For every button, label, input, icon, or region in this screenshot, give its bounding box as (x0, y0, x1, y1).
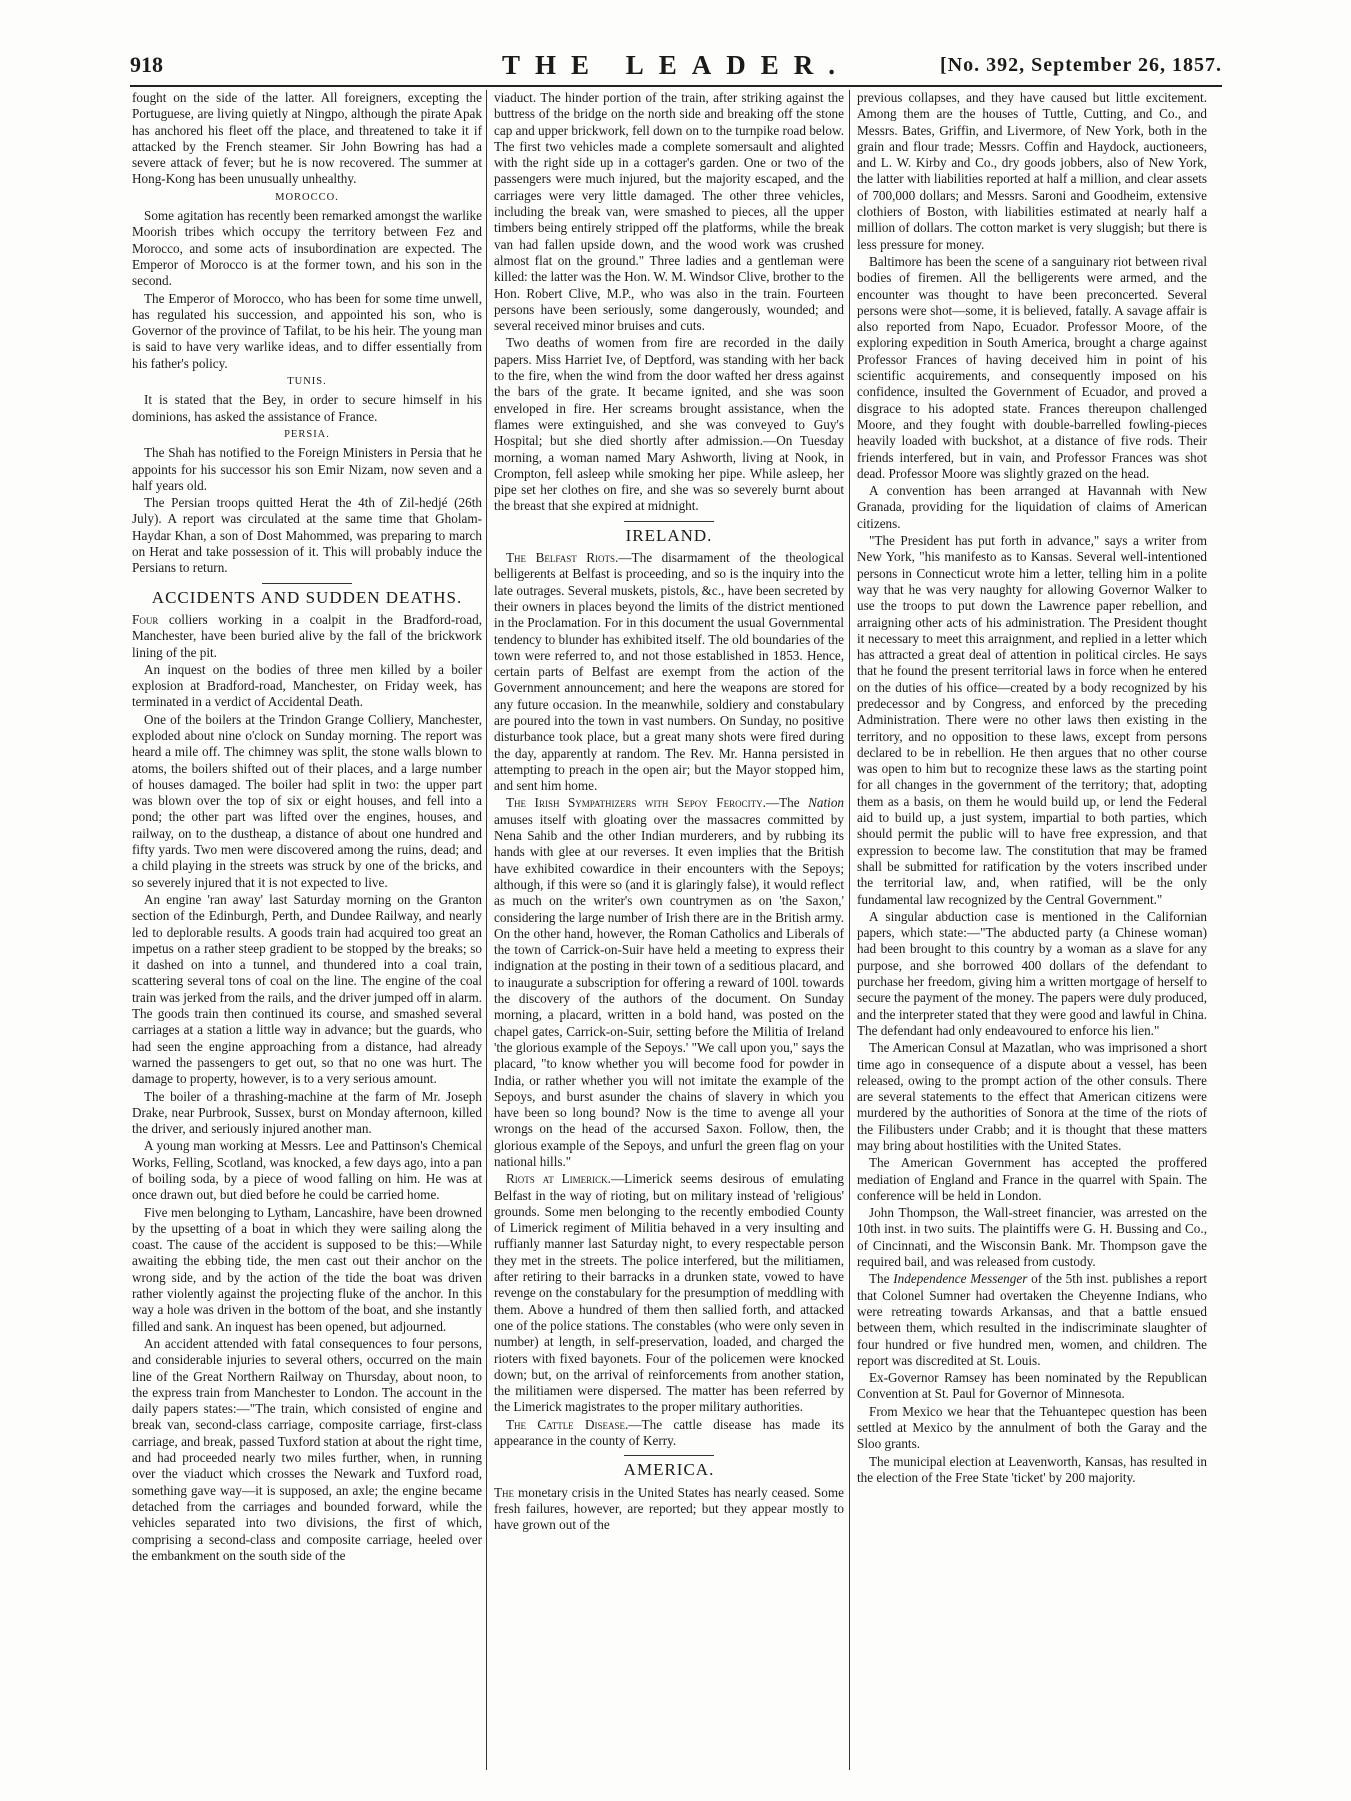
article-paragraph: An inquest on the bodies of three men killed by a boiler explosion at Bradford-road, Manchester, on Friday week, has terminated in a verdict of Accidental Death. (132, 661, 482, 710)
section-heading-morocco: MOROCCO. (275, 191, 339, 203)
article-paragraph: The Shah has notified to the Foreign Ministers in Persia that he appoints for his successor his son Emir Nizam, now seven and a half years old. (132, 445, 482, 493)
header-rule (130, 85, 1222, 87)
column-2 (494, 90, 844, 1770)
section-heading-persia: PERSIA. (284, 428, 330, 440)
article-paragraph (494, 795, 844, 1170)
column-rule (486, 90, 487, 1770)
article-paragraph: "The President has put forth in advance," says a writer from New York, "his manifesto as to Kansas. Several well-intentioned persons in Connecticut wrote him a letter, telling him in a polite way that he was very naughty for allowing Governor Walker to use the troops to put down the Lawrence paper rebellion, and arraigning other acts of his administration. The President thought it necessary to meet this arraignment, and replied in a letter which has attracted a great deal of attention in political circles. He says that he found the present territorial laws in force when he entered on the duties of his office—created by a body recognized by his predecessor and by Congress, and enforced by the preceding Administration. There were no other laws then existing in the territory, and no opposition to these laws, except from persons declared to be in rebellion. He then argues that no other course was open to him but to recognize these laws as the starting point for all changes in the government of the territory; that, adopting them as a basis, on them he would build up, or lend the Federal aid to build up, a just system, impartial to both parties, which should permit the public will to have free expression, and that expression to become law. The constitution that may be framed shall be submitted for ratification by the voters inscribed under the territorial law, and, when ratified, will be the only fundamental law recognized by the Central Government." (857, 533, 1207, 907)
article-paragraph: Baltimore has been the scene of a sanguinary riot between rival bodies of firemen. All the belligerents were armed, and the encounter was thought to have been preconcerted. Several persons were shot—some, it is believed, fatally. A savage affair is also reported from Napo, Ecuador. Professor Moore, of the exploring expedition in South America, brought a charge against Professor Frances of having deceived him in point of his scientific acquirements, and consequently imposed on his confidence, insulted the Government of Ecuador, and proved a disgrace to his adopted state. Frances thereupon challenged Moore, and they fought with double-barrelled fowling-pieces heavily loaded with buckshot, at a distance of five rods. Their friends interfered, but in vain, and Professor Frances was shot dead. Professor Moore was slightly grazed on the head. (857, 253, 1207, 481)
paragraph-text: of the 5th inst. publishes a report that Colonel Sumner had overtaken the Cheyenne Indians, who were retreating towards Arkansas, and that a battle ensued between them, which resulted in the indiscriminate slaughter of four hundred or five hundred men, women, and children. The report was discredited at St. Louis. (857, 1271, 1207, 1368)
paragraph-lead: The Belfast Riots. (506, 550, 619, 566)
paragraph-text: monetary crisis in the United States has nearly ceased. Some fresh failures, however, are reported; but they appear mostly to have grown out of the (494, 1484, 844, 1533)
article-paragraph: The boiler of a thrashing-machine at the farm of Mr. Joseph Drake, near Purbrook, Sussex, burst on Monday afternoon, killed the driver, and seriously injured another man. (132, 1088, 482, 1137)
article-paragraph: It is stated that the Bey, in order to secure himself in his dominions, has asked the assistance of France. (132, 392, 482, 424)
article-paragraph: The American Consul at Mazatlan, who was imprisoned a short time ago in consequence of a dispute about a vessel, has been released, owing to the prompt action of the other consuls. There are several statements to the effect that American citizens were murdered by the authorities of Sonora at the time of the riots of the Filibusters under Crabb; and it is thought that these matters may bring about hostilities with the United States. (857, 1040, 1207, 1153)
paragraph-lead: Riots at Limerick. (506, 1171, 611, 1187)
masthead (130, 52, 1222, 82)
paragraph-lead: The Cattle Disease. (506, 1416, 629, 1432)
article-paragraph: viaduct. The hinder portion of the train, after striking against the buttress of the bridge on the north side and breaking off the stone cap and upper brickwork, fell down on to the turnpike road below. The first two vehicles made a complete somersault and alighted with the right side up in a cottager's garden. One or two of the passengers were much injured, but the majority escaped, and the carriages were very little damaged. The other three vehicles, including the break van, were smashed to pieces, all the upper timbers being entirely stripped off the platforms, while the break van had fallen upside down, and the wood work was crushed almost flat on the ground." Three ladies and a gentleman were killed: the latter was the Hon. W. M. Windsor Clive, brother to the Hon. Robert Clive, M.P., who was also in the train. Fourteen persons have been seriously, some dangerously, wounded; and several received minor bruises and cuts. (494, 90, 844, 334)
article-paragraph: A singular abduction case is mentioned in the Californian papers, which state:—"The abducted party (a Chinese woman) had been brought to this country by a woman as a slave for any purpose, and she borrowed 400 dollars of the defendant to purchase her freedom, giving him a written mortgage of herself to secure the payment of the money. The papers were duly produced, and the interpreter stated that they were good and lawful in China. The defendant had only endeavoured to enforce his lien." (857, 908, 1207, 1038)
paragraph-text: —The cattle disease has made its appearance in the county of Kerry. (494, 1416, 844, 1449)
issue-dateline: [No. 392, September 26, 1857. (940, 54, 1222, 76)
article-paragraph: An accident attended with fatal consequences to four persons, and considerable injuries to several others, occurred on the main line of the Great Northern Railway on Thursday, about noon, to the express train from Manchester to London. The account in the daily papers states:—"The train, which consisted of engine and break van, second-class carriage, composite carriage, first-class carriage, and break, passed Tuxford station at about the right time, and had proceeded nearly two miles further, when, in running over the viaduct which crosses the Newark and Tuxford road, something gave way—it is supposed, an axle; the engine became detached from the carriages and bounded forward, while the vehicles separated into two divisions, the first of which, comprising a second-class and composite carriage, heeled over the embankment on the south side of the (132, 1335, 482, 1563)
article-paragraph: An engine 'ran away' last Saturday morning on the Granton section of the Edinburgh, Perth, and Dundee Railway, and nearly led to deplorable results. A goods train had acquired too great an impetus on a rather steep gradient to be stopped by the breaks; so it dashed on into a tunnel, and thundered into a coal train, scattering several tons of coal on the line. The engine of the coal train was jerked from the rails, and the driver jumped off in alarm. The goods train then continued its course, and smashed several carriages at a station a little way in advance; but the guards, who had seen the engine approaching from a distance, had already warned the passengers to get out, so that no one was hurt. The damage to property, however, is to a very serious amount. (132, 891, 482, 1087)
article-paragraph: The Emperor of Morocco, who has been for some time unwell, has regulated his succession, and appointed his son, who is Governor of the province of Tafilat, to be his heir. The young man is said to have very warlike ideas, and to differ essentially from his father's policy. (132, 290, 482, 371)
paragraph-text: The (869, 1271, 890, 1287)
article-paragraph (857, 1271, 1207, 1369)
article-paragraph: fought on the side of the latter. All foreigners, excepting the Portuguese, are living quietly at Ningpo, although the pirate Apak has anchored his fleet off the place, and threatened to take it if attacked by the French steamer. Sir John Bowring has had a severe attack of fever; but he is now recovered. The summer at Hong-Kong has been unusually unhealthy. (132, 90, 482, 187)
paragraph-text: —The disarmament of the theological belligerents at Belfast is proceeding, and so is the inquiry into the late outrages. Several muskets, pistols, &c., have been secreted by their owners in places beyond the limits of the district mentioned in the Proclamation. For in this document the usual Governmental tendency to blunder has exhibited itself. The old boundaries of the town were referred to, and not those established in 1853. Hence, certain parts of Belfast are exempt from the action of the Government announcement; and here the weapons are stored for any future occasion. In the meanwhile, soldiery and constabulary are poured into the town in vast numbers. On Sunday, no positive disturbance took place, but a great many shots were fired during the day, apparently at random. The Rev. Mr. Hanna persisted in attempting to preach in the open air; but the Mayor stopped him, and sent him home. (494, 550, 844, 794)
article-paragraph: Two deaths of women from fire are recorded in the daily papers. Miss Harriet Ive, of Deptford, was standing with her back to the fire, when the wind from the door wafted her dress against the bars of the grate. It became ignited, and she was soon enveloped in fire. Her screams brought assistance, when the flames were extinguished, and she was conveyed to Guy's Hospital; but she died shortly after admission.—On Tuesday morning, a woman named Mary Ashworth, living at Nook, in Crompton, fell asleep while smoking her pipe. While asleep, her pipe set her clothes on fire, and she was so severely burnt about the breast that she expired at midnight. (494, 335, 844, 514)
section-heading-ireland: IRELAND. (625, 525, 713, 545)
article-paragraph: A convention has been arranged at Havannah with New Granada, providing for the liquidation of claims of American citizens. (857, 483, 1207, 531)
article-paragraph: One of the boilers at the Trindon Grange Colliery, Manchester, exploded about nine o'clock on Sunday morning. The report was heard a mile off. The chimney was split, the stone walls blown to atoms, the boilers shifted out of their places, and a large number of houses damaged. The boiler had split in two: the upper part was blown over the top of six or eight houses, and fell into a pond; the other part was lifted over the engines, houses, and railway, on to the dustheap, a distance of about one hundred and fifty yards. Two men were discovered among the ruins, dead; and a child playing in the streets was struck by one of the bricks, and so severely injured that it is not expected to live. (132, 711, 482, 890)
page-number: 918 (130, 52, 163, 77)
article-paragraph (494, 1485, 844, 1534)
article-paragraph: The Persian troops quitted Herat the 4th of Zil-hedjé (26th July). A report was circulated at the same time that Gholam-Haydar Khan, a son of Dost Mahommed, was preparing to march on Herat and take possession of it. This will probably induce the Persians to return. (132, 495, 482, 576)
article-paragraph: Some agitation has recently been remarked amongst the warlike Moorish tribes which occupy the territory between Fez and Morocco, and some acts of insubordination are expected. The Emperor of Morocco is at the former town, and his son in the second. (132, 208, 482, 289)
paragraph-text: colliers working in a coalpit in the Bradford-road, Manchester, have been buried alive by the fall of the brickwork lining of the pit. (132, 611, 482, 660)
article-paragraph: Ex-Governor Ramsey has been nominated by the Republican Convention at St. Paul for Governor of Minnesota. (857, 1370, 1207, 1402)
column-rule (849, 90, 850, 1770)
article-paragraph: John Thompson, the Wall-street financier, was arrested on the 10th inst. in two suits. The plaintiffs were G. H. Bussing and Co., of Cincinnati, and the Wisconsin Bank. Mr. Thompson gave the required bail, and was released from custody. (857, 1205, 1207, 1270)
publication-name: Independence Messenger (893, 1271, 1028, 1287)
article-paragraph (494, 1417, 844, 1450)
article-paragraph: The municipal election at Leavenworth, Kansas, has resulted in the election of the Free State 'ticket' by 200 majority. (857, 1453, 1207, 1485)
section-divider (624, 1455, 714, 1456)
newspaper-title: THE LEADER. (501, 50, 851, 80)
column-1 (132, 90, 482, 1770)
article-paragraph: A young man working at Messrs. Lee and Pattinson's Chemical Works, Felling, Scotland, was knocked, a few days ago, into a pan of boiling soda, by a piece of wood falling on him. He was at once drawn out, but died before he could be carried home. (132, 1138, 482, 1203)
paragraph-lead: The Irish Sympathizers with Sepoy Ferocity. (506, 795, 766, 811)
section-heading-tunis: TUNIS. (287, 376, 327, 388)
publication-name: Nation (808, 795, 844, 811)
article-paragraph: previous collapses, and they have caused but little excitement. Among them are the houses of Tuttle, Cutting, and Co., and Messrs. Bates, Griffin, and Livermore, of New York, both in the grain and flour trade; Messrs. Coffin and Haydock, auctioneers, and L. W. Kirby and Co., dry goods jobbers, also of New York, the latter with liabilities reported at half a million, and clear assets of 700,000 dollars; and Messrs. Saroni and Goodheim, extensive clothiers of Boston, with liabilities estimated at nearly half a million of dollars. The cotton market is very sluggish; but there is less pressure for money. (857, 90, 1207, 252)
article-paragraph (494, 550, 844, 794)
column-3 (857, 90, 1207, 1770)
section-heading-accidents: ACCIDENTS AND SUDDEN DEATHS. (151, 587, 463, 607)
article-paragraph: Five men belonging to Lytham, Lancashire, have been drowned by the upsetting of a boat in which they were sailing along the coast. The cause of the accident is supposed to be this:—While awaiting the ebbing tide, the men cast out their anchor on the wrong side, and by the action of the tide the boat was driven rather violently against the projecting fluke of the anchor. In this way a hole was driven in the bottom of the boat, and she instantly filled and sank. An inquest has been opened, but adjourned. (132, 1204, 482, 1334)
section-divider (624, 521, 714, 522)
article-paragraph (494, 1171, 844, 1415)
paragraph-text: —The (765, 795, 800, 811)
article-paragraph: The American Government has accepted the proffered mediation of England and France in the quarrel with Spain. The conference will be held in London. (857, 1155, 1207, 1203)
lead-word: Four (132, 611, 159, 627)
paragraph-text: —Limerick seems desirous of emulating Belfast in the way of rioting, but on military instead of 'religious' grounds. Some men belonging to the recently embodied County of Limerick regiment of Militia behaved in a very insulting and ruffianly manner last Saturday night, to every respectable person they met in the streets. The police interfered, but the militiamen, after retiring to their barracks in a drunken state, vowed to have revenge on the constabulary for the presumption of meddling with them. Above a hundred of them then sallied forth, and attacked one of the police stations. The constables (who were only seven in number) at length, in self-preservation, loaded, and charged the rioters with fixed bayonets. Four of the policemen were knocked down; but, on the arrival of reinforcements from another station, the militiamen were dispersed. The matter has been referred by the Limerick magistrates to the proper military authorities. (494, 1171, 844, 1415)
section-heading-america: AMERICA. (623, 1460, 715, 1480)
paragraph-text: amuses itself with gloating over the massacres committed by Nena Sahib and the other Indian murderers, and by rubbing its hands with glee at our reverses. It even implies that the British have exhibited cowardice in their encounters with the Sepoys; although, if this were so (and it is glaringly false), it would reflect as much on the writer's own countrymen as on 'the Saxon,' considering the large number of Irish there are in the British army. On the other hand, however, the Roman Catholics and Liberals of the town of Carrick-on-Suir have held a meeting to express their indignation at the posting in their town of a seditious placard, and to inaugurate a subscription for offering a reward of 100l. towards the discovery of the authors of the document. On Sunday morning, a placard, written in a bold hand, was posted on the chapel gates, Carrick-on-Suir, setting before the Militia of Ireland 'the glorious example of the Sepoys.' "We call upon you," says the placard, "to know whether you will become food for powder in India, or rather whether you will not imitate the example of the Sepoys, and burst asunder the chains of slavery in which you have been so long bound? Now is the time to avenge all your wrongs on the head of the accursed Saxon. Follow, then, the glorious example of the Sepoys, and unfurl the green flag on your national hills." (494, 811, 844, 1169)
lead-word: The (494, 1484, 515, 1500)
article-paragraph (132, 612, 482, 661)
article-paragraph: From Mexico we hear that the Tehuantepec question has been settled at Mexico by the annulment of both the Garay and the Sloo grants. (857, 1403, 1207, 1452)
section-divider (262, 583, 352, 584)
